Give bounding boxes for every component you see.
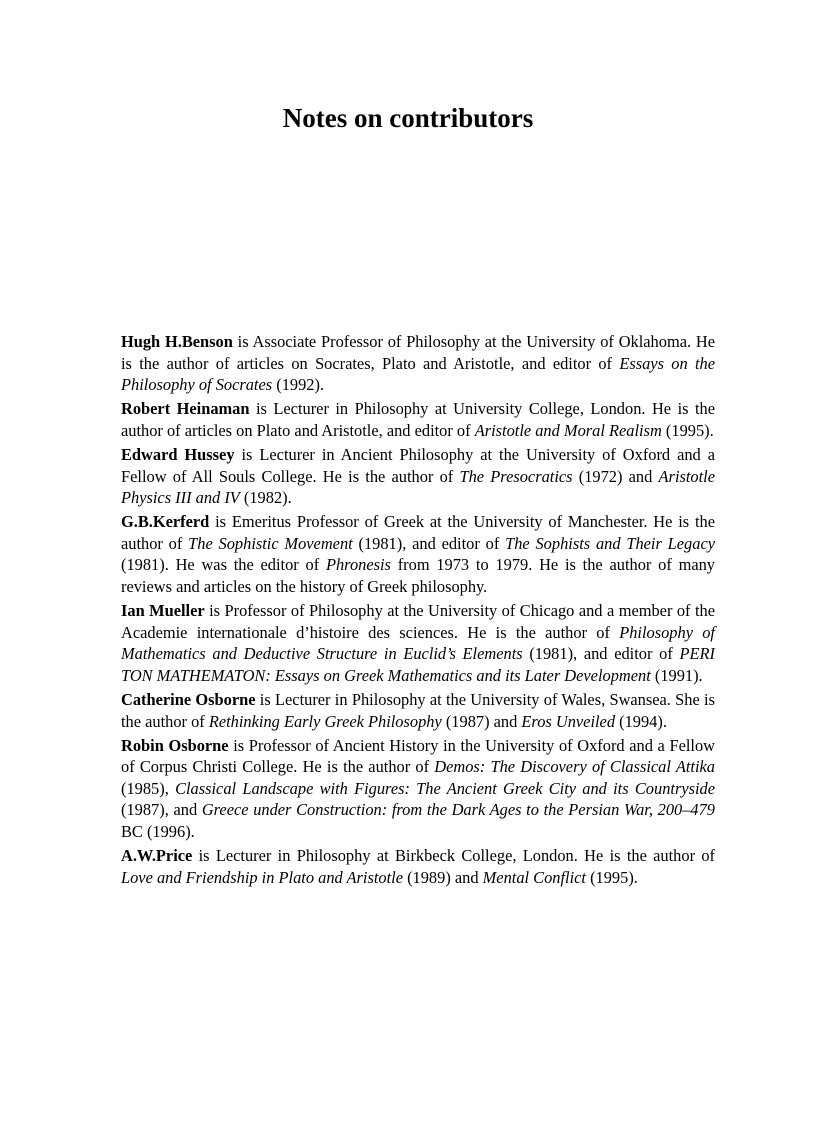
entry-text: (1981). He was the editor of	[121, 555, 326, 575]
work-title: Eros Unveiled	[521, 711, 616, 731]
work-title: Philosophy of Mathematics and Deductive Structure in Euclid’s Elements	[121, 622, 715, 664]
work-title: Aristotle Physics III and IV	[121, 466, 716, 508]
entry-text: (1994).	[615, 711, 667, 731]
contributors-list	[121, 331, 715, 891]
contributor-entry	[121, 398, 715, 441]
work-title: PERI TON MATHEMATON: Essays on Greek Mathematics and its Later Development	[121, 644, 715, 685]
entry-text: (1987), and	[121, 800, 202, 820]
entry-text: from 1973 to 1979. He is the author of many reviews and articles on the history of Greek philosophy.	[121, 555, 715, 597]
work-title: The Sophists and Their Legacy	[505, 533, 715, 553]
contributor-name: G.B.Kerferd	[121, 512, 210, 532]
entry-text: is Lecturer in Philosophy at Birkbeck College, London. He is the author of	[192, 846, 715, 866]
work-title: Essays on the Philosophy of Socrates	[121, 353, 715, 395]
work-title: The Presocratics	[459, 466, 573, 486]
contributor-entry	[121, 689, 715, 732]
contributor-entry	[121, 444, 715, 509]
entry-text: is Professor of Philosophy at the University of Chicago and a member of the Academie internationale d’histoire des sciences. He is the author of	[121, 601, 715, 642]
entry-text: (1995).	[661, 420, 714, 440]
contributor-name: Robert Heinaman	[121, 399, 250, 419]
contributor-entry	[121, 600, 715, 686]
contributor-entry	[121, 511, 715, 597]
work-title: The Sophistic Movement	[188, 533, 353, 553]
contributor-entry	[121, 735, 715, 843]
page-title: Notes on contributors	[282, 103, 534, 133]
entry-text: (1982).	[239, 488, 292, 508]
entry-text: is Professor of Ancient History in the University of Oxford and a Fellow of Corpus Christi College. He is the author of	[121, 735, 715, 777]
contributor-entry	[121, 845, 715, 888]
contributor-name: Catherine Osborne	[121, 690, 256, 709]
entry-text: (1981), and editor of	[522, 644, 680, 664]
entry-text: is Lecturer in Philosophy at University College, London. He is the author of articles on Plato and Aristotle, and editor of	[121, 399, 716, 440]
entry-text: (1985),	[121, 778, 176, 798]
contributor-name: A.W.Price	[121, 846, 193, 866]
contributor-name: Hugh H.Benson	[121, 332, 233, 351]
work-title: Phronesis	[325, 555, 391, 575]
work-title: Aristotle and Moral Realism	[474, 420, 662, 440]
work-title: Greece under Construction: from the Dark Ages to the Persian War, 200–479	[201, 800, 716, 820]
contributor-name: Robin Osborne	[121, 735, 229, 755]
contributor-name: Ian Mueller	[121, 601, 205, 621]
entry-text: is Lecturer in Ancient Philosophy at the University of Oxford and a Fellow of All Souls College. He is the author of	[121, 444, 715, 486]
work-title: Demos: The Discovery of Classical Attika	[434, 757, 715, 777]
work-title: Mental Conflict	[482, 867, 586, 887]
entry-text: (1981), and editor of	[352, 533, 506, 553]
contributor-entry	[121, 331, 715, 396]
entry-text: (1995).	[585, 867, 638, 887]
contributor-name: Edward Hussey	[121, 444, 235, 464]
work-title: Rethinking Early Greek Philosophy	[208, 711, 442, 731]
work-title: Classical Landscape with Figures: The Ancient Greek City and its Countryside	[175, 778, 715, 798]
entry-text: (1972) and	[572, 466, 659, 486]
entry-text: (1987) and	[441, 711, 522, 731]
entry-text: is Associate Professor of Philosophy at the University of Oklahoma. He is the author of articles on Socrates, Plato and Aristotle, and editor of	[121, 332, 715, 373]
entry-text: BC (1996).	[121, 822, 195, 842]
entry-text: is Lecturer in Philosophy at the University of Wales, Swansea. She is the author of	[121, 690, 715, 731]
entry-text: (1989) and	[402, 867, 483, 887]
entry-text: (1991).	[650, 665, 703, 685]
entry-text: is Emeritus Professor of Greek at the University of Manchester. He is the author of	[121, 512, 715, 553]
work-title: Love and Friendship in Plato and Aristotle	[121, 867, 403, 887]
entry-text: (1992).	[272, 375, 325, 395]
